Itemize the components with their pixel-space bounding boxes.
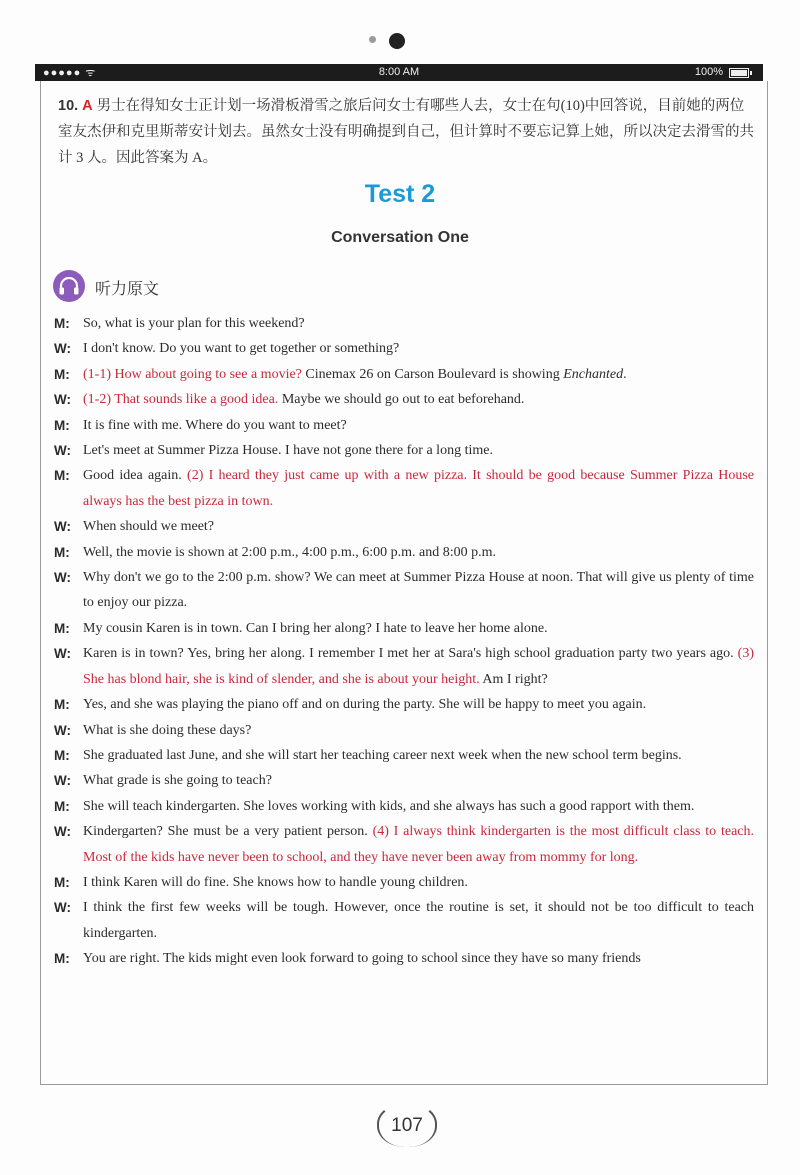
speaker-label: W: [54,722,71,738]
conversation-title: Conversation One [331,229,469,246]
speaker-label: W: [54,773,71,789]
dialogue-line [54,819,754,870]
speaker-label: W: [54,646,71,662]
answer-key-sentence: (4) I always think kindergarten is the most difficult class to teach. Most of the kids have never been to school, and they have never been away from mommy for long. [83,824,754,865]
dialogue-line [54,870,754,895]
speaker-label: M: [54,798,70,814]
speaker-label: M: [54,874,70,890]
dialogue-line [54,565,754,616]
dialogue-line [54,718,754,743]
dialogue-text: What is she doing these days? [83,722,252,738]
dialogue-line [54,540,754,565]
speaker-label: W: [54,824,71,840]
speaker-label: W: [54,443,71,459]
dialogue-line [54,946,754,971]
battery-icon [729,68,749,78]
speaker-label: W: [54,392,71,408]
answer-key-sentence: (1-1) How about going to see a movie? [83,366,302,382]
dialogue-text: Let's meet at Summer Pizza House. I have not gone there for a long time. [83,443,493,459]
dialogue-line [54,311,754,336]
camera-lens [389,33,405,49]
dialogue-line [54,438,754,463]
speaker-label: M: [54,620,70,636]
dialogue-transcript [54,311,754,972]
dialogue-line [54,413,754,438]
dialogue-line [54,463,754,514]
dialogue-line [54,692,754,717]
device-camera [0,33,800,49]
dialogue-line [54,336,754,361]
speaker-label: M: [54,697,70,713]
dialogue-line [54,895,754,946]
dialogue-text: I don't know. Do you want to get together or something? [83,341,400,357]
sensor-dot [369,36,376,43]
dialogue-text: I think the first few weeks will be tough. However, once the routine is set, it should not be too difficult to teach kindergarten. [83,900,754,941]
dialogue-text: Well, the movie is shown at 2:00 p.m., 4:00 p.m., 6:00 p.m. and 8:00 p.m. [83,544,497,560]
dialogue-text: Enchanted [563,366,624,382]
dialogue-text: So, what is your plan for this weekend? [83,316,305,331]
speaker-label: M: [54,747,70,763]
dialogue-line [54,768,754,793]
answer-key-sentence: (2) I heard they just came up with a new pizza. It should be good because Summer Pizza House always has the best pizza in town. [83,468,755,509]
dialogue-line [54,387,754,412]
speaker-label: M: [54,366,70,382]
dialogue-line [54,514,754,539]
section-label: 听力原文 [95,279,160,298]
speaker-label: M: [54,468,70,484]
dialogue-line [54,743,754,768]
test-title: Test 2 [364,180,436,208]
speaker-label: M: [54,417,70,433]
dialogue-line [54,641,754,692]
answer-explanation [58,93,758,171]
dialogue-text: When should we meet? [83,519,215,535]
dialogue-text: . [623,366,627,382]
dialogue-text: Cinemax 26 on Carson Boulevard is showing [301,366,564,382]
answer-text: 男士在得知女士正计划一场滑板滑雪之旅后问女士有哪些人去，女士在句(10)中回答说，目前她的两位室友杰伊和克里斯蒂安计划去。虽然女士没有明确提到自己，但计算时不要忘记算上她，所以决定去滑雪的共计 3 人。因此答案为 A。 [58,98,754,166]
answer-key-sentence: (3) She has blond hair, she is kind of slender, and she is about your height. [83,646,754,687]
answer-letter: A [82,98,93,114]
dialogue-text: I think Karen will do fine. She knows how to handle young children. [83,874,468,890]
speaker-label: W: [54,519,71,535]
answer-number: 10. [58,98,79,114]
speaker-label: M: [54,544,70,560]
dialogue-text: You are right. The kids might even look forward to going to school since they have so many friends [83,951,641,967]
headphones-icon [53,270,85,302]
dialogue-text: Why don't we go to the 2:00 p.m. show? We can meet at Summer Pizza House at noon. That will give us plenty of time to enjoy our pizza. [83,570,754,611]
battery-percent: 100% [694,66,723,78]
dialogue-text: She will teach kindergarten. She loves working with kids, and she always has such a good rapport with them. [83,798,695,814]
dialogue-text: Karen is in town? Yes, bring her along. I remember I met her at Sara's high school graduation party two years ago. [83,646,738,662]
page-number: 107 [377,1103,437,1147]
dialogue-text: What grade is she going to teach? [83,773,272,789]
dialogue-text: It is fine with me. Where do you want to meet? [83,417,347,433]
dialogue-text: Good idea again. [83,468,188,484]
speaker-label: W: [54,570,71,586]
status-time: 8:00 AM [378,66,420,78]
dialogue-text: My cousin Karen is in town. Can I bring her along? I hate to leave her home alone. [83,620,548,636]
dialogue-line [54,362,754,387]
dialogue-text: Kindergarten? She must be a very patient person. [83,824,373,840]
signal-icon: ●●●●● ᯤ [43,67,97,79]
speaker-label: M: [54,951,70,967]
dialogue-text: Yes, and she was playing the piano off and on during the party. She will be happy to meet you again. [83,697,647,713]
speaker-label: M: [54,316,70,331]
answer-key-sentence: (1-2) That sounds like a good idea. [83,392,279,408]
speaker-label: W: [54,341,71,357]
dialogue-line [54,616,754,641]
dialogue-line [54,794,754,819]
speaker-label: W: [54,900,71,916]
status-bar [35,64,763,81]
dialogue-text: Am I right? [479,671,548,687]
dialogue-text: Maybe we should go out to eat beforehand. [278,392,525,408]
dialogue-text: She graduated last June, and she will start her teaching career next week when the new school term begins. [83,747,682,763]
